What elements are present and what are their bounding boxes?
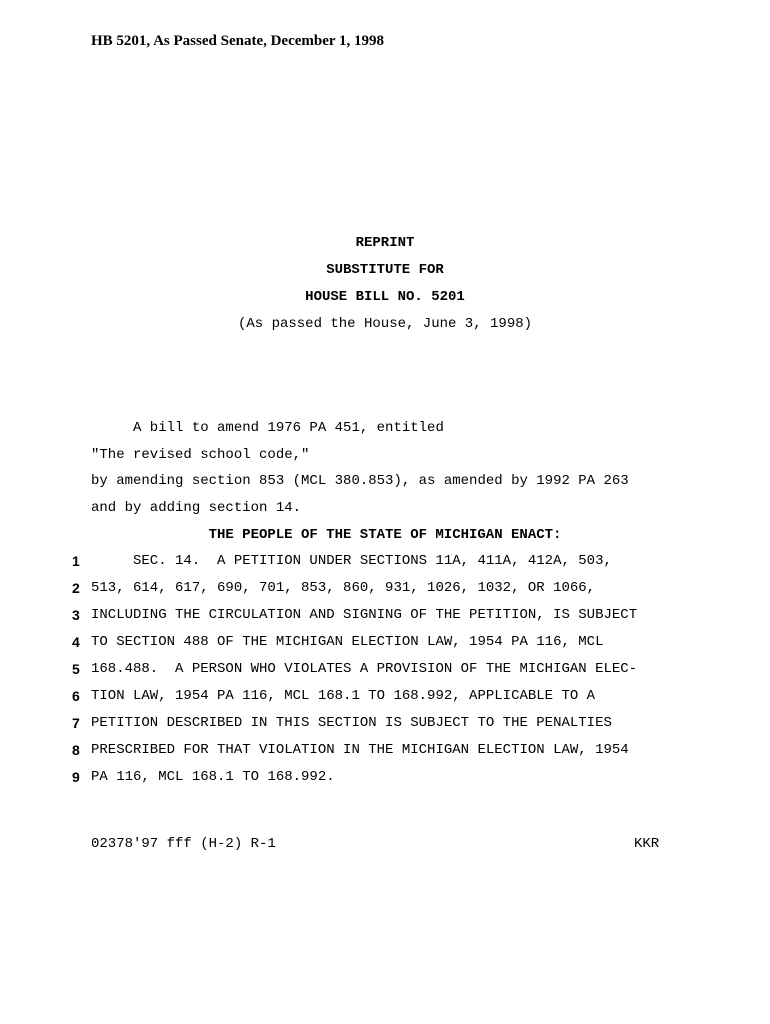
passed-note: (As passed the House, June 3, 1998)	[237, 316, 533, 332]
preamble-line-4: and by adding section 14.	[91, 500, 302, 516]
line-number: 6	[72, 688, 80, 704]
enacting-clause: THE PEOPLE OF THE STATE OF MICHIGAN ENACT:	[208, 527, 562, 543]
line-number: 4	[72, 634, 80, 650]
document-header: HB 5201, As Passed Senate, December 1, 1998	[91, 33, 385, 49]
line-text: 168.488. A PERSON WHO VIOLATES A PROVISION OF THE MICHIGAN ELEC-	[91, 661, 638, 677]
bill-number: HOUSE BILL NO. 5201	[305, 289, 465, 305]
line-text: SEC. 14. A PETITION UNDER SECTIONS 11A, 411A, 412A, 503,	[91, 553, 612, 569]
drafter-initials: KKR	[634, 836, 660, 852]
line-number: 8	[72, 742, 80, 758]
document-code: 02378'97 fff (H-2) R-1	[91, 836, 276, 852]
reprint-label: REPRINT	[355, 235, 415, 251]
preamble-line-3: by amending section 853 (MCL 380.853), as amended by 1992 PA 263	[91, 473, 629, 489]
line-number: 2	[72, 580, 80, 596]
line-number: 7	[72, 715, 80, 731]
line-number: 3	[72, 607, 80, 623]
line-number: 5	[72, 661, 80, 677]
line-number: 1	[72, 553, 80, 569]
line-text: 513, 614, 617, 690, 701, 853, 860, 931, 1026, 1032, OR 1066,	[91, 580, 596, 596]
line-text: PRESCRIBED FOR THAT VIOLATION IN THE MICHIGAN ELECTION LAW, 1954	[91, 742, 629, 758]
line-text: TION LAW, 1954 PA 116, MCL 168.1 TO 168.992, APPLICABLE TO A	[91, 688, 596, 704]
line-number: 9	[72, 769, 80, 785]
line-text: INCLUDING THE CIRCULATION AND SIGNING OF THE PETITION, IS SUBJECT	[91, 607, 638, 623]
line-text: PA 116, MCL 168.1 TO 168.992.	[91, 769, 335, 785]
line-text: TO SECTION 488 OF THE MICHIGAN ELECTION LAW, 1954 PA 116, MCL	[91, 634, 604, 650]
preamble-line-1: A bill to amend 1976 PA 451, entitled	[91, 420, 444, 436]
substitute-for-label: SUBSTITUTE FOR	[326, 262, 444, 278]
preamble-line-2: "The revised school code,"	[91, 447, 310, 463]
line-text: PETITION DESCRIBED IN THIS SECTION IS SUBJECT TO THE PENALTIES	[91, 715, 612, 731]
